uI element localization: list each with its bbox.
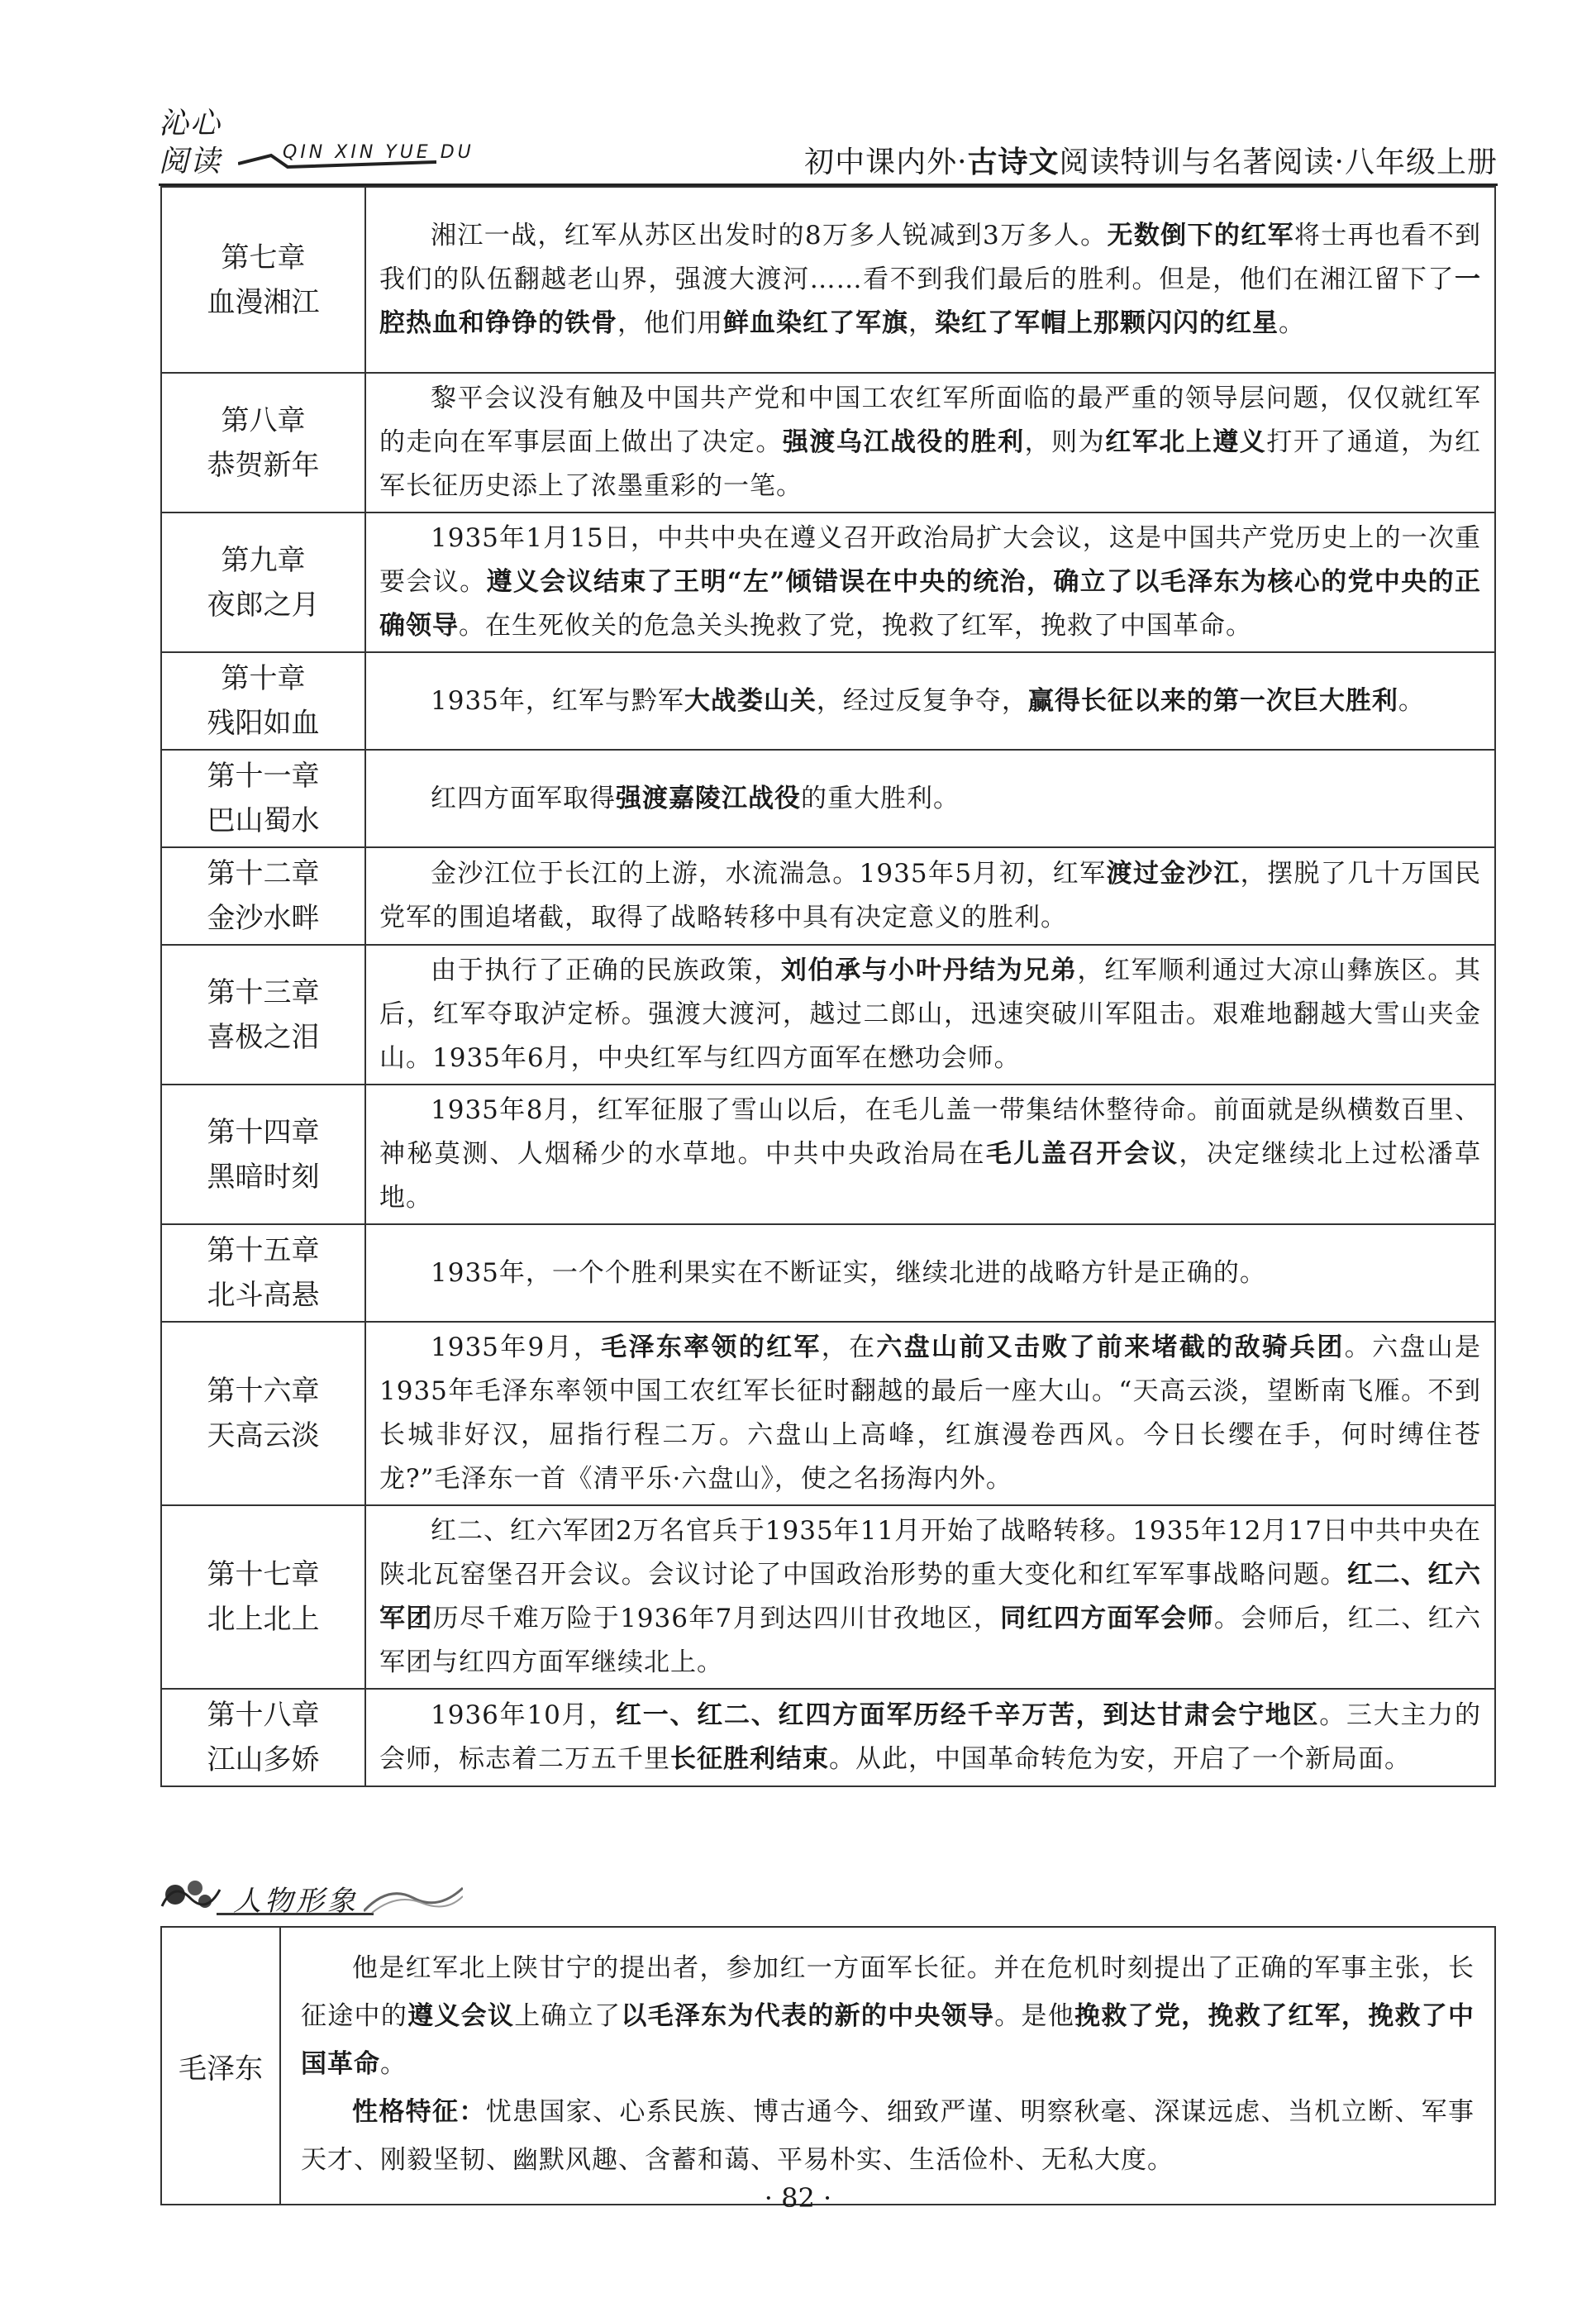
chapter-summary: [365, 750, 1495, 847]
body-text: 红四方面军取得: [431, 783, 616, 813]
book-title-part1: 初中课内外·: [804, 145, 968, 179]
body-text: ，红军顺利通过大凉山彝族区。其后，红军夺取泸定桥。强渡大渡河，越过二郎山，迅速突破川军阻击。艰难地翻越大雪山夹金山。1935年6月，中央红军与红四方面军在懋功会师。: [379, 956, 1482, 1073]
chapter-summary: [365, 187, 1495, 373]
body-text: 他是红军北上陕甘宁的提出者，参加红一方面军长征。并在危机时刻提出了正确的军事主张，长征途中的: [301, 1953, 1475, 2031]
chapter-summary: [365, 945, 1495, 1085]
logo-text-top: 沁心: [159, 107, 222, 141]
section-title: 人物形象: [233, 1885, 359, 1918]
chapter-label: [161, 1322, 365, 1505]
emphasis-text: 刘伯承与小叶丹结为兄弟: [780, 956, 1078, 985]
chapter-row: [161, 945, 1495, 1085]
logo-pinyin: QIN XIN YUE DU: [283, 142, 474, 163]
body-text: 。是他: [994, 2001, 1075, 2031]
emphasis-text: 红一、红二、红四方面军历经千辛万苦，到达甘肃会宁地区: [616, 1700, 1320, 1730]
body-text: 的重大胜利。: [801, 783, 960, 813]
chapter-label: [161, 1224, 365, 1322]
chapter-title: 天高云淡: [207, 1419, 320, 1452]
chapter-summary: [365, 1689, 1495, 1786]
emphasis-text: 红二、红六军团: [379, 1560, 1482, 1633]
chapter-title: 北上北上: [207, 1603, 320, 1636]
body-text: ，: [908, 308, 935, 338]
body-text: ，在: [821, 1333, 877, 1362]
emphasis-text: 染红了军帽上那颗闪闪的红星: [935, 308, 1279, 338]
chapter-label: [161, 1505, 365, 1689]
chapter-summary-table: [160, 186, 1496, 1787]
chapter-summary: [365, 1085, 1495, 1224]
logo-text-bottom: 阅读: [159, 145, 222, 179]
chapter-row: [161, 1689, 1495, 1786]
emphasis-text: 挽救了党，挽救了红军，挽救了中国革命: [301, 2001, 1475, 2079]
character-deeds: [301, 1944, 1475, 2088]
chapter-row: [161, 373, 1495, 513]
chapter-label: [161, 187, 365, 373]
chapter-row: [161, 1085, 1495, 1224]
chapter-summary: [365, 652, 1495, 750]
body-text: 将士再也看不到我们的队伍翻越老山界，强渡大渡河……看不到我们最后的胜利。但是，他们在湘江留下了: [379, 221, 1482, 294]
body-text: 。: [1279, 308, 1305, 338]
emphasis-text: 无数倒下的红军: [1107, 221, 1294, 250]
emphasis-text: 毛泽东率领的红军: [601, 1333, 822, 1362]
body-text: 。: [380, 2049, 407, 2079]
page-number: · 82 ·: [764, 2182, 832, 2214]
chapter-row: [161, 1322, 1495, 1505]
body-text: 1935年，红军与黔军: [431, 685, 684, 716]
chapter-number: 第八章: [221, 403, 306, 437]
character-table: [160, 1926, 1496, 2205]
body-text: 。会师后，红二、红六军团与红四方面军继续北上。: [379, 1604, 1482, 1677]
emphasis-text: 强渡乌江战役的胜利: [782, 427, 1025, 457]
mountain-wave-icon: [364, 1881, 463, 1914]
chapter-label: [161, 652, 365, 750]
chapter-row: [161, 847, 1495, 945]
character-row: [161, 1927, 1495, 2205]
chapter-summary: [365, 373, 1495, 513]
book-title-part2: 阅读特训与名著阅读·八年级上册: [1059, 145, 1498, 179]
body-text: 。三大主力的会师，标志着二万五千里: [379, 1700, 1481, 1774]
book-title: [804, 139, 1498, 181]
body-text: 1935年1月15日，中共中央在遵义召开政治局扩大会议，这是中国共产党历史上的一次重要会议。: [379, 523, 1481, 597]
body-text: 上确立了: [514, 2001, 622, 2031]
body-text: 历尽千难万险于1936年7月到达四川甘孜地区，: [432, 1604, 1001, 1633]
body-text: 忧患国家、心系民族、博古通今、细致严谨、明察秋毫、深谋远虑、当机立断、军事天才、刚毅坚韧、幽默风趣、含蓄和蔼、平易朴实、生活俭朴、无私大度。: [301, 2097, 1475, 2175]
chapter-label: [161, 1689, 365, 1786]
chapter-title: 夜郎之月: [207, 588, 320, 622]
body-text: 湘江一战，红军从苏区出发时的8万多人锐减到3万多人。: [431, 221, 1108, 250]
chapter-number: 第九章: [221, 543, 306, 577]
emphasis-text: 长征胜利结束: [670, 1744, 829, 1774]
chapter-number: 第十三章: [207, 975, 320, 1009]
body-text: ，他们用: [617, 308, 723, 338]
chapter-summary: [365, 1224, 1495, 1322]
chapter-row: [161, 513, 1495, 652]
emphasis-text: 性格特征：: [352, 2097, 486, 2127]
emphasis-text: 鲜血染红了军旗: [723, 308, 908, 338]
body-text: 金沙江位于长江的上游，水流湍急。1935年5月初，红军: [431, 859, 1107, 889]
body-text: 。在生死攸关的危急关头挽救了党，挽救了红军，挽救了中国革命。: [459, 611, 1252, 641]
body-text: 黎平会议没有触及中国共产党和中国工农红军所面临的最严重的领导层问题，仅仅就红军的走向在军事层面上做出了决定。: [379, 384, 1481, 457]
emphasis-text: 六盘山前又击败了前来堵截的敌骑兵团: [876, 1333, 1345, 1362]
chapter-summary: [365, 1505, 1495, 1689]
chapter-row: [161, 187, 1495, 373]
book-title-bold: 古诗文: [967, 145, 1060, 179]
chapter-row: [161, 750, 1495, 847]
chapter-row: [161, 1224, 1495, 1322]
chapter-label: [161, 750, 365, 847]
emphasis-text: 大战娄山关: [684, 685, 817, 716]
emphasis-text: 以毛泽东为代表的新的中央领导: [621, 2001, 995, 2031]
chapter-number: 第十章: [221, 662, 306, 695]
chapter-summary: [365, 1322, 1495, 1505]
emphasis-text: 毛儿盖召开会议: [985, 1139, 1179, 1169]
emphasis-text: 渡过金沙江: [1106, 859, 1241, 889]
chapter-summary: [365, 847, 1495, 945]
character-traits: [301, 2088, 1475, 2184]
chapter-summary: [365, 513, 1495, 652]
chapter-number: 第十八章: [207, 1699, 320, 1732]
emphasis-text: 遵义会议: [407, 2001, 515, 2031]
body-text: 1936年10月，: [431, 1700, 617, 1730]
chapter-title: 喜极之泪: [207, 1020, 320, 1054]
page-header: [159, 107, 1498, 186]
ornament-icon: [157, 1873, 223, 1916]
emphasis-text: 同红四方面军会师: [1000, 1604, 1214, 1633]
chapter-label: [161, 373, 365, 513]
section-heading: [157, 1870, 488, 1919]
body-text: 由于执行了正确的民族政策，: [431, 956, 781, 985]
chapter-title: 巴山蜀水: [207, 804, 320, 837]
chapter-number: 第十四章: [207, 1115, 320, 1149]
body-text: ，则为: [1024, 427, 1106, 457]
body-text: 。: [1398, 685, 1425, 716]
chapter-label: [161, 1085, 365, 1224]
chapter-label: [161, 945, 365, 1085]
chapter-number: 第十六章: [207, 1375, 320, 1408]
body-text: 。六盘山是1935年毛泽东率领中国工农红军长征时翻越的最后一座大山。“天高云淡，望断南飞雁。不到长城非好汉，屈指行程二万。六盘山上高峰，红旗漫卷西风。今日长缨在手，何时缚住苍龙?”毛泽东一首《清平乐·六盘山》，使之名扬海内外。: [379, 1333, 1482, 1494]
chapter-title: 北斗高悬: [207, 1279, 320, 1312]
chapter-title: 江山多娇: [207, 1743, 320, 1776]
body-text: 。从此，中国革命转危为安，开启了一个新局面。: [829, 1744, 1411, 1774]
body-text: 1935年9月，: [431, 1333, 602, 1362]
chapter-title: 恭贺新年: [207, 448, 320, 482]
character-description: [280, 1927, 1495, 2205]
chapter-number: 第十五章: [207, 1234, 320, 1267]
chapter-title: 黑暗时刻: [207, 1160, 320, 1194]
chapter-label: [161, 847, 365, 945]
emphasis-text: 遵义会议结束了王明“左”倾错误在中央的统治，确立了以毛泽东为核心的党中央的正确领导: [379, 567, 1481, 641]
body-text: ，决定继续北上过松潘草地。: [379, 1139, 1482, 1213]
body-text: 1935年，一个个胜利果实在不断证实，继续北进的战略方针是正确的。: [431, 1257, 1266, 1288]
body-text: ，摆脱了几十万国民党军的围追堵截，取得了战略转移中具有决定意义的胜利。: [379, 859, 1481, 932]
chapter-row: [161, 652, 1495, 750]
chapter-number: 第十二章: [207, 857, 320, 890]
chapter-number: 第七章: [221, 241, 306, 274]
chapter-label: [161, 513, 365, 652]
emphasis-text: 强渡嘉陵江战役: [616, 783, 801, 813]
body-text: 1935年8月，红军征服了雪山以后，在毛儿盖一带集结休整待命。前面就是纵横数百里、神秘莫测、人烟稀少的水草地。中共中央政治局在: [379, 1095, 1481, 1169]
chapter-title: 残阳如血: [207, 707, 320, 740]
chapter-title: 血漫湘江: [207, 285, 320, 319]
chapter-row: [161, 1505, 1495, 1689]
character-name: 毛泽东: [161, 1927, 280, 2205]
chapter-title: 金沙水畔: [207, 902, 320, 935]
emphasis-text: 赢得长征以来的第一次巨大胜利: [1027, 685, 1398, 716]
chapter-number: 第十一章: [207, 760, 320, 793]
body-text: 红二、红六军团2万名官兵于1935年11月开始了战略转移。1935年12月17日中共中央在陕北瓦窑堡召开会议。会议讨论了中国政治形势的重大变化和红军军事战略问题。: [379, 1516, 1481, 1590]
emphasis-text: 一腔热血和铮铮的铁骨: [379, 265, 1481, 338]
body-text: 打开了通道，为红军长征历史添上了浓墨重彩的一笔。: [379, 427, 1482, 501]
chapter-number: 第十七章: [207, 1558, 320, 1591]
emphasis-text: 红军北上遵义: [1105, 427, 1267, 457]
body-text: ，经过反复争夺，: [816, 685, 1028, 716]
